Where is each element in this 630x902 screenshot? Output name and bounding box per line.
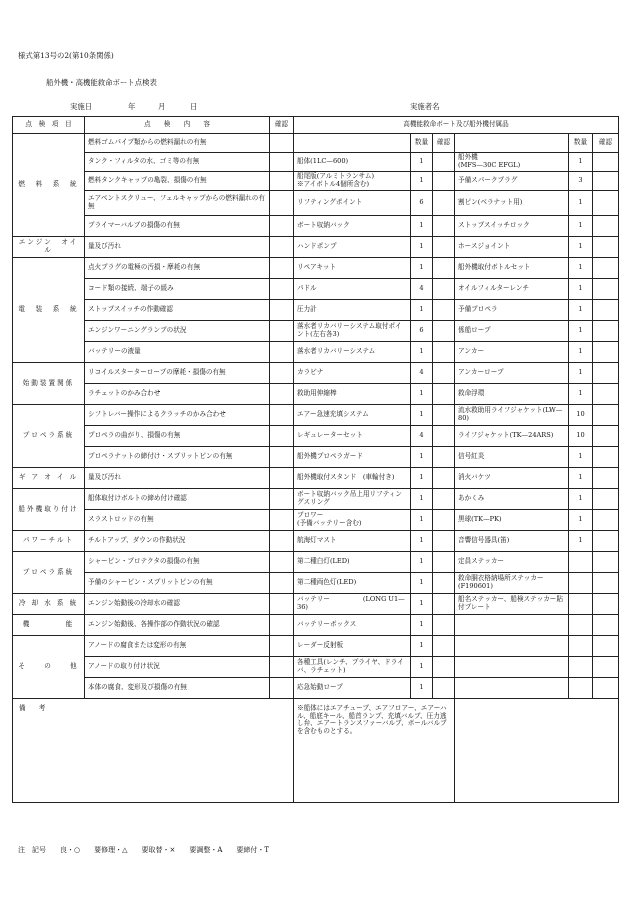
inspector-label: 実施者名 bbox=[410, 102, 440, 111]
equipment-quantity-left: 1 bbox=[411, 447, 433, 468]
equipment-confirm-right[interactable] bbox=[593, 237, 619, 258]
equipment-name-left: ハンドポンプ bbox=[294, 237, 411, 258]
equipment-name-left: 船外機取付スタンド (車輪付き) bbox=[294, 468, 411, 489]
equipment-name-right: 信号紅炎 bbox=[455, 447, 569, 468]
equipment-confirm-left[interactable] bbox=[433, 447, 455, 468]
table-row bbox=[13, 552, 619, 573]
table-row bbox=[13, 426, 619, 447]
category-label: そ の 他 bbox=[13, 636, 85, 699]
equipment-confirm-left[interactable] bbox=[433, 258, 455, 279]
inspection-table bbox=[12, 116, 619, 803]
equipment-quantity-right: 1 bbox=[569, 279, 593, 300]
category-label: エンジン オイル bbox=[13, 237, 85, 258]
equipment-name-left: 応急始動ロープ bbox=[294, 678, 411, 699]
equipment-confirm-right[interactable] bbox=[593, 172, 619, 191]
equipment-name-right: 割ピン(ベラナット用) bbox=[455, 191, 569, 216]
equipment-confirm-right[interactable] bbox=[593, 594, 619, 615]
equipment-confirm-left[interactable] bbox=[433, 300, 455, 321]
inspection-item: コード類の接続、端子の緩み bbox=[85, 279, 270, 300]
equipment-confirm-right[interactable] bbox=[593, 279, 619, 300]
equipment-name-left: 船尾版(アルミトランサム) ※アイボトル4個所含む) bbox=[294, 172, 411, 191]
equipment-confirm-left[interactable] bbox=[433, 657, 455, 678]
equipment-name-left: 船体(1LC—600) bbox=[294, 153, 411, 172]
equipment-quantity-left: 1 bbox=[411, 552, 433, 573]
table-row bbox=[13, 279, 619, 300]
confirm-cell[interactable] bbox=[270, 191, 294, 216]
category-label: パワーチルト bbox=[13, 531, 85, 552]
equipment-quantity-right: 1 bbox=[569, 363, 593, 384]
equipment-confirm-right[interactable] bbox=[593, 426, 619, 447]
table-row bbox=[13, 405, 619, 426]
confirm-cell[interactable] bbox=[270, 552, 294, 573]
equipment-name-left: 第二種白灯(LED) bbox=[294, 552, 411, 573]
confirm-cell[interactable] bbox=[270, 426, 294, 447]
inspection-item: プライマーバルブの損傷の有無 bbox=[85, 216, 270, 237]
equipment-name-left: ボート収納バック吊上用リフティングスリング bbox=[294, 489, 411, 510]
confirm-cell[interactable] bbox=[270, 510, 294, 531]
equipment-confirm-left[interactable] bbox=[433, 384, 455, 405]
equipment-name-left: 圧力計 bbox=[294, 300, 411, 321]
category-label: プロペラ系統 bbox=[13, 405, 85, 468]
confirm-cell[interactable] bbox=[270, 384, 294, 405]
confirm-cell[interactable] bbox=[270, 172, 294, 191]
inspection-item: エンジン始動後の冷却水の確認 bbox=[85, 594, 270, 615]
equipment-quantity-left: 1 bbox=[411, 678, 433, 699]
confirm-cell[interactable] bbox=[270, 615, 294, 636]
equipment-quantity-right bbox=[569, 615, 593, 636]
remarks-label: 備 考 bbox=[13, 699, 294, 803]
confirm-cell[interactable] bbox=[270, 321, 294, 342]
inspection-item: アノードの腐食または変形の有無 bbox=[85, 636, 270, 657]
equipment-name-right: オイルフィルターレンチ bbox=[455, 279, 569, 300]
inspection-item: スラストロッドの有無 bbox=[85, 510, 270, 531]
equipment-quantity-right: 1 bbox=[569, 489, 593, 510]
confirm-cell[interactable] bbox=[270, 258, 294, 279]
table-row bbox=[13, 447, 619, 468]
equipment-quantity-right bbox=[569, 573, 593, 594]
equipment-confirm-right[interactable] bbox=[593, 510, 619, 531]
equipment-name-left: リフティングポイント bbox=[294, 191, 411, 216]
equipment-quantity-right bbox=[569, 594, 593, 615]
equipment-name-left: バッテリーボックス bbox=[294, 615, 411, 636]
equipment-name-left: 第二種両色灯(LED) bbox=[294, 573, 411, 594]
equipment-name-left: リペアキット bbox=[294, 258, 411, 279]
equipment-quantity-right: 10 bbox=[569, 405, 593, 426]
table-row bbox=[13, 531, 619, 552]
equipment-name-right: 黒球(TK—PK) bbox=[455, 510, 569, 531]
equipment-quantity-left: 1 bbox=[411, 615, 433, 636]
confirm-cell[interactable] bbox=[270, 531, 294, 552]
equipment-subheader-blank bbox=[455, 134, 569, 153]
equipment-name-right: ホースジョイント bbox=[455, 237, 569, 258]
inspection-item: プロペラの曲がり、損傷の有無 bbox=[85, 426, 270, 447]
inspection-item: ラチェットのかみ合わせ bbox=[85, 384, 270, 405]
table-row bbox=[13, 153, 619, 172]
equipment-name-right: 流水救助用ライフジャケット(LW—80) bbox=[455, 405, 569, 426]
confirm-cell[interactable] bbox=[270, 300, 294, 321]
equipment-quantity-left: 6 bbox=[411, 321, 433, 342]
table-row bbox=[13, 636, 619, 657]
equipment-confirm-right[interactable] bbox=[593, 363, 619, 384]
equipment-quantity-left: 1 bbox=[411, 216, 433, 237]
equipment-name-left: ボート収納バック bbox=[294, 216, 411, 237]
equipment-quantity-left: 1 bbox=[411, 510, 433, 531]
inspection-item: 燃料タンクキャップの亀裂、損傷の有無 bbox=[85, 172, 270, 191]
equipment-quantity-right: 1 bbox=[569, 384, 593, 405]
inspection-item: 量及び汚れ bbox=[85, 237, 270, 258]
equipment-name-left: 落水者リカバリーシステム取付ポイント(左右各3) bbox=[294, 321, 411, 342]
equipment-name-right: ライフジャケット(TK—24ARS) bbox=[455, 426, 569, 447]
notes-legend: 注 記号 良・○ 要修理・△ 要取替・× 要調整・A 要締付・T bbox=[18, 846, 270, 854]
equipment-quantity-right: 1 bbox=[569, 468, 593, 489]
equipment-quantity-left: 1 bbox=[411, 636, 433, 657]
equipment-confirm-left[interactable] bbox=[433, 191, 455, 216]
equipment-confirm-left[interactable] bbox=[433, 237, 455, 258]
inspection-item: バッテリーの液量 bbox=[85, 342, 270, 363]
equipment-quantity-right bbox=[569, 657, 593, 678]
equipment-quantity-left: 1 bbox=[411, 237, 433, 258]
category-label: 冷 却 水 系 統 bbox=[13, 594, 85, 615]
table-row bbox=[13, 342, 619, 363]
equipment-name-right bbox=[455, 615, 569, 636]
confirm-cell[interactable] bbox=[270, 489, 294, 510]
equipment-quantity-header: 数量 bbox=[411, 134, 433, 153]
category-label: ギ ア オ イ ル bbox=[13, 468, 85, 489]
confirm-cell[interactable] bbox=[270, 237, 294, 258]
equipment-confirm-left[interactable] bbox=[433, 552, 455, 573]
equipment-confirm-right[interactable] bbox=[593, 405, 619, 426]
equipment-quantity-left: 4 bbox=[411, 279, 433, 300]
confirm-cell[interactable] bbox=[270, 216, 294, 237]
table-row bbox=[13, 258, 619, 279]
confirm-cell[interactable] bbox=[270, 153, 294, 172]
confirm-cell[interactable] bbox=[270, 468, 294, 489]
equipment-confirm-right[interactable] bbox=[593, 216, 619, 237]
confirm-cell[interactable] bbox=[270, 636, 294, 657]
confirm-cell[interactable] bbox=[270, 594, 294, 615]
equipment-confirm-right[interactable] bbox=[593, 489, 619, 510]
equipment-confirm-right[interactable] bbox=[593, 447, 619, 468]
equipment-name-right bbox=[455, 636, 569, 657]
equipment-name-left: レギュレーターセット bbox=[294, 426, 411, 447]
table-row bbox=[13, 363, 619, 384]
table-row bbox=[13, 678, 619, 699]
equipment-name-right: アンカー bbox=[455, 342, 569, 363]
confirm-cell[interactable] bbox=[270, 447, 294, 468]
equipment-name-right: ストップスイッチロック bbox=[455, 216, 569, 237]
inspection-item: エンジンワーニングランプの状況 bbox=[85, 321, 270, 342]
equipment-confirm-left[interactable] bbox=[433, 636, 455, 657]
equipment-name-left: 各種工具(レンチ、プライヤ、ドライバ、ラチェット) bbox=[294, 657, 411, 678]
equipment-confirm-left[interactable] bbox=[433, 489, 455, 510]
equipment-name-right bbox=[455, 657, 569, 678]
date-day: 日 bbox=[190, 102, 198, 111]
table-row bbox=[13, 134, 619, 153]
inspection-item: タンク・フィルタの水、ゴミ等の有無 bbox=[85, 153, 270, 172]
confirm-cell[interactable] bbox=[270, 405, 294, 426]
equipment-quantity-right: 1 bbox=[569, 321, 593, 342]
equipment-name-left: ブロワー (予備バッテリー含む) bbox=[294, 510, 411, 531]
equipment-quantity-left: 1 bbox=[411, 172, 433, 191]
equipment-name-right: 船外機 (MFS—30C EFGL) bbox=[455, 153, 569, 172]
equipment-confirm-left[interactable] bbox=[433, 363, 455, 384]
equipment-name-left: エアー急速充填システム bbox=[294, 405, 411, 426]
confirm-cell[interactable] bbox=[270, 134, 294, 153]
inspection-item: 船体取付けボルトの締め付け確認 bbox=[85, 489, 270, 510]
equipment-name-right: 音響信号器具(笛) bbox=[455, 531, 569, 552]
table-row bbox=[13, 172, 619, 191]
inspection-item: チルトアップ、ダウンの作動状況 bbox=[85, 531, 270, 552]
equipment-confirm-left[interactable] bbox=[433, 153, 455, 172]
equipment-subheader-blank bbox=[294, 134, 411, 153]
inspection-item: 本体の腐食、変形及び損傷の有無 bbox=[85, 678, 270, 699]
confirm-cell[interactable] bbox=[270, 657, 294, 678]
equipment-name-right: 船外機取付ボトルセット bbox=[455, 258, 569, 279]
equipment-confirm-right[interactable] bbox=[593, 300, 619, 321]
table-row bbox=[13, 510, 619, 531]
equipment-confirm-left[interactable] bbox=[433, 405, 455, 426]
equipment-quantity-left: 1 bbox=[411, 342, 433, 363]
equipment-quantity-right: 1 bbox=[569, 300, 593, 321]
equipment-confirm-left[interactable] bbox=[433, 468, 455, 489]
table-row bbox=[13, 657, 619, 678]
category-label: 始動装置関係 bbox=[13, 363, 85, 405]
category-label: プロペラ系統 bbox=[13, 552, 85, 594]
equipment-quantity-right: 1 bbox=[569, 510, 593, 531]
table-row bbox=[13, 300, 619, 321]
equipment-confirm-right[interactable] bbox=[593, 678, 619, 699]
date-month: 月 bbox=[158, 102, 166, 111]
category-label: 機 能 bbox=[13, 615, 85, 636]
equipment-quantity-right: 1 bbox=[569, 447, 593, 468]
equipment-confirm-left[interactable] bbox=[433, 594, 455, 615]
equipment-name-right: 予備プロペラ bbox=[455, 300, 569, 321]
table-row bbox=[13, 191, 619, 216]
equipment-quantity-right: 1 bbox=[569, 153, 593, 172]
table-row bbox=[13, 216, 619, 237]
equipment-name-left: パドル bbox=[294, 279, 411, 300]
confirm-cell[interactable] bbox=[270, 678, 294, 699]
equipment-quantity-left: 1 bbox=[411, 384, 433, 405]
inspection-item: リコイルスターターロープの摩耗・損傷の有無 bbox=[85, 363, 270, 384]
equipment-quantity-left: 4 bbox=[411, 363, 433, 384]
equipment-confirm-left[interactable] bbox=[433, 615, 455, 636]
equipment-name-right: 消火バケツ bbox=[455, 468, 569, 489]
equipment-quantity-right bbox=[569, 636, 593, 657]
form-number: 様式第13号の2(第10条関係) bbox=[18, 51, 114, 60]
equipment-confirm-left[interactable] bbox=[433, 573, 455, 594]
equipment-quantity-right: 3 bbox=[569, 172, 593, 191]
table-row bbox=[13, 594, 619, 615]
equipment-quantity-left: 1 bbox=[411, 300, 433, 321]
table-row bbox=[13, 237, 619, 258]
equipment-confirm-right[interactable] bbox=[593, 636, 619, 657]
inspection-item: ストップスイッチの作動確認 bbox=[85, 300, 270, 321]
header-row bbox=[13, 117, 619, 134]
equipment-name-right: 係船ロープ bbox=[455, 321, 569, 342]
equipment-confirm-header: 確認 bbox=[593, 134, 619, 153]
equipment-confirm-right[interactable] bbox=[593, 321, 619, 342]
inspection-item: エアベントスクリュー、フェルキャップからの燃料漏れの有無 bbox=[85, 191, 270, 216]
equipment-confirm-left[interactable] bbox=[433, 531, 455, 552]
equipment-name-right: あかくみ bbox=[455, 489, 569, 510]
table-row bbox=[13, 384, 619, 405]
equipment-name-left: カラビナ bbox=[294, 363, 411, 384]
table-row bbox=[13, 468, 619, 489]
equipment-quantity-right: 1 bbox=[569, 258, 593, 279]
equipment-name-right: 救命胴衣格納場所ステッカー(F190601) bbox=[455, 573, 569, 594]
equipment-confirm-header: 確認 bbox=[433, 134, 455, 153]
equipment-quantity-right: 1 bbox=[569, 342, 593, 363]
inspection-item: シフトレバー操作によるクラッチのかみ合わせ bbox=[85, 405, 270, 426]
remarks-row bbox=[13, 699, 619, 803]
table-row bbox=[13, 615, 619, 636]
equipment-name-right bbox=[455, 678, 569, 699]
equipment-name-left: バッテリー (LONG U1—36) bbox=[294, 594, 411, 615]
equipment-quantity-left: 1 bbox=[411, 405, 433, 426]
equipment-confirm-right[interactable] bbox=[593, 615, 619, 636]
table-row bbox=[13, 489, 619, 510]
equipment-confirm-right[interactable] bbox=[593, 573, 619, 594]
table-row bbox=[13, 573, 619, 594]
date-label: 実施日 bbox=[70, 102, 93, 111]
equipment-quantity-left: 6 bbox=[411, 191, 433, 216]
equipment-name-left: 航海灯マスト bbox=[294, 531, 411, 552]
equipment-quantity-right bbox=[569, 678, 593, 699]
category-label: 電 装 系 統 bbox=[13, 258, 85, 363]
equipment-name-right: 予備スパークプラグ bbox=[455, 172, 569, 191]
equipment-confirm-left[interactable] bbox=[433, 216, 455, 237]
equipment-quantity-left: 1 bbox=[411, 594, 433, 615]
equipment-quantity-left: 1 bbox=[411, 573, 433, 594]
confirm-cell[interactable] bbox=[270, 279, 294, 300]
inspection-item: 量及び汚れ bbox=[85, 468, 270, 489]
header-inspection-item: 点 検 項 目 bbox=[13, 117, 85, 134]
equipment-quantity-left: 1 bbox=[411, 531, 433, 552]
equipment-name-right: 救命浮環 bbox=[455, 384, 569, 405]
inspection-item: プロペラナットの締付け・スプリットピンの有無 bbox=[85, 447, 270, 468]
date-year: 年 bbox=[128, 102, 136, 111]
equipment-quantity-right: 1 bbox=[569, 531, 593, 552]
equipment-name-right: 船名ステッカー、船検ステッカー貼付プレート bbox=[455, 594, 569, 615]
header-confirm: 確認 bbox=[270, 117, 294, 134]
confirm-cell[interactable] bbox=[270, 363, 294, 384]
equipment-confirm-right[interactable] bbox=[593, 657, 619, 678]
equipment-confirm-right[interactable] bbox=[593, 342, 619, 363]
equipment-confirm-left[interactable] bbox=[433, 342, 455, 363]
inspection-item: エンジン始動後、各操作部の作動状況の確認 bbox=[85, 615, 270, 636]
remarks-blank bbox=[455, 699, 619, 803]
equipment-quantity-left: 1 bbox=[411, 153, 433, 172]
equipment-quantity-left: 1 bbox=[411, 258, 433, 279]
confirm-cell[interactable] bbox=[270, 342, 294, 363]
equipment-confirm-left[interactable] bbox=[433, 678, 455, 699]
equipment-quantity-left: 4 bbox=[411, 426, 433, 447]
equipment-quantity-right: 1 bbox=[569, 237, 593, 258]
equipment-name-right: 定員ステッカー bbox=[455, 552, 569, 573]
inspection-item: シャーピン・プロテクタの損傷の有無 bbox=[85, 552, 270, 573]
header-inspection-content: 点 検 内 容 bbox=[85, 117, 270, 134]
equipment-confirm-left[interactable] bbox=[433, 321, 455, 342]
table-row bbox=[13, 321, 619, 342]
equipment-quantity-right: 1 bbox=[569, 216, 593, 237]
inspection-item: 予備のシャーピン・スプリットピンの有無 bbox=[85, 573, 270, 594]
equipment-confirm-left[interactable] bbox=[433, 279, 455, 300]
form-title: 船外機・高機能救命ボート点検表 bbox=[46, 78, 157, 87]
equipment-quantity-left: 1 bbox=[411, 657, 433, 678]
equipment-confirm-right[interactable] bbox=[593, 384, 619, 405]
equipment-quantity-right: 1 bbox=[569, 191, 593, 216]
inspection-item: 燃料ゴムパイプ類からの燃料漏れの有無 bbox=[85, 134, 270, 153]
equipment-name-right: アンカーロープ bbox=[455, 363, 569, 384]
remarks-note: ※船体にはエアチューブ、エアフロアー、エアーハル、船底キール、船首ランプ、充填バルブ、圧力逃し弁、エアートランスファーバルブ、ボールバルブを含むものとする。 bbox=[294, 699, 455, 803]
confirm-cell[interactable] bbox=[270, 573, 294, 594]
equipment-quantity-left: 1 bbox=[411, 468, 433, 489]
equipment-confirm-left[interactable] bbox=[433, 172, 455, 191]
equipment-name-left: 船外機プロペラガード bbox=[294, 447, 411, 468]
category-label: 燃 料 系 統 bbox=[13, 134, 85, 237]
equipment-quantity-right: 10 bbox=[569, 426, 593, 447]
equipment-confirm-right[interactable] bbox=[593, 191, 619, 216]
equipment-name-left: 救助用伸縮棒 bbox=[294, 384, 411, 405]
header-equipment: 高機能救命ボート及び船外機付属品 bbox=[294, 117, 619, 134]
equipment-quantity-left: 1 bbox=[411, 489, 433, 510]
category-label: 船外機取り付け bbox=[13, 489, 85, 531]
equipment-confirm-right[interactable] bbox=[593, 258, 619, 279]
equipment-confirm-right[interactable] bbox=[593, 531, 619, 552]
equipment-confirm-right[interactable] bbox=[593, 552, 619, 573]
equipment-confirm-right[interactable] bbox=[593, 468, 619, 489]
inspection-item: 点火プラグの電極の汚損・摩耗の有無 bbox=[85, 258, 270, 279]
equipment-quantity-header: 数量 bbox=[569, 134, 593, 153]
equipment-name-left: 落水者リカバリーシステム bbox=[294, 342, 411, 363]
inspection-item: アノードの取り付け状況 bbox=[85, 657, 270, 678]
equipment-confirm-left[interactable] bbox=[433, 426, 455, 447]
equipment-confirm-left[interactable] bbox=[433, 510, 455, 531]
equipment-name-left: レーダー反射板 bbox=[294, 636, 411, 657]
equipment-quantity-right bbox=[569, 552, 593, 573]
equipment-confirm-right[interactable] bbox=[593, 153, 619, 172]
